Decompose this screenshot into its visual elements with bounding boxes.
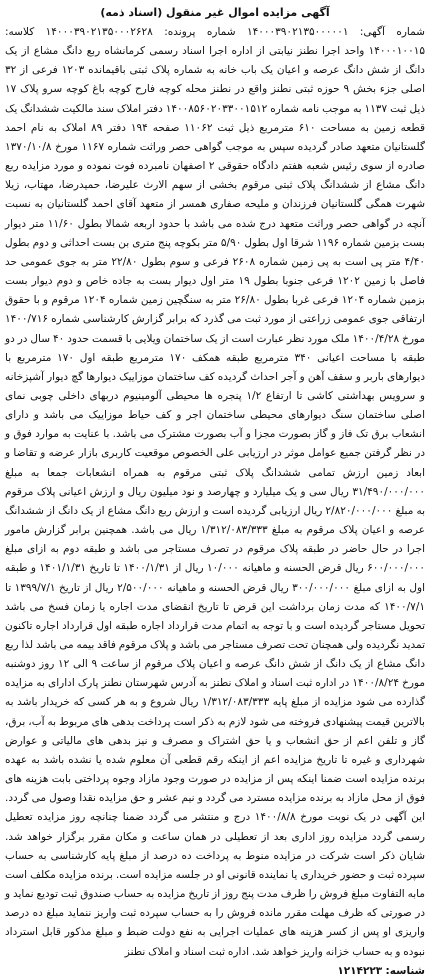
notice-title: آگهی مزایده اموال غیر منقول (اسناد ذمه) [100, 6, 330, 19]
footer-id-label: شناسه: [385, 964, 425, 977]
notice-body: شماره آگهی: ۱۴۰۰۰۳۹۰۲۱۳۵۰۰۰۰۰۱ شماره پرونده: ۱۴۰۰۰۳۹۰۲۱۳۵۰۰۰۲۶۲۸ کلاسه: ۱۴۰۰۰۱۰۰۱۵ واحد اجرا نطنز نیابتی از اداره اجرا اسناد رسمی کرمانشاه ربع دانگ مشاع از یک دانگ از شش دانگ عرصه و اعیان یک باب خانه به شماره پلاک ثبتی باقیمانده ۱۲۰۳ فرعی از ۳۲ اصلی جزء بخش ۹ حوزه ثبتی نطنز واقع در نطنز محله کوچه فارح کوچه باغ کوچه سرو پلاک ۱۷ ذیل ثبت ۱۱۳۷ به موجب نامه شماره ۱۴۰۰۸۵۶۰۲۰۳۳۰۰۱۵۱۲ دفتر املاک سند مالکیت ششدانگ یک قطعه زمین به مساحت ۶۱۰ مترمربع ذیل ثبت ۱۱۰۶۲ صفحه ۱۹۴ دفتر ۸۹ املاک به نام احمد گلستانیان متعهد صادر گردیده سپس به موجب گواهی حصر وراثت شماره ۱۱۶۷ مورخ ۱۳۷۰/۱۰/۸ صادره از سوی رئیس شعبه هفتم دادگاه حقوقی ۲ اصفهان نامبرده فوت نموده و مورد مزایده ربع دانگ مشاع از ششدانگ پلاک ثبتی مرقوم بخشی از سهم الارث علیرضا، حمیدرضا، مهتاب، زیلا شهرت همگی گلستانیان فرزندان و ملیحه صفاری همسر از متعهد آقای احمد گلستانیان به نسبت آنچه در گواهی حصر وراثت متعهد درج شده می باشد با حدود اربعه شمالا بطول ۱۱/۶۰ متر دیوار بست بزمین شماره ۱۱۹۶ شرقا اول بطول ۵/۹۰ متر بکوچه پنج متری بن بست احداثی و دوم بطول ۴/۴۰ متر پی است به پی زمین شماره ۲۶۰۸ فرعی و سوم بطول ۲۲/۸۰ متر به جوی عمومی حد فاصل با زمین ۱۲۰۲ فرعی جنوبا بطول ۱۹ متر اول دیوار بست به جاده خاص و دوم دیوار بست بزمین شماره ۱۲۰۴ فرعی غربا بطول ۲۶/۸۰ متر به سنگچین زمین شماره ۱۲۰۴ مرقوم و با حقوق ارتفاقی جوی عمومی زراعتی از مورد ثبت می گذرد که برابر گزارش کارشناسی شماره ۱۴۰۰/۷۱۶ مورخ ۱۴۰۰/۴/۲۸ ملک مورد نظر عبارت است از یک ساختمان ویلایی با قسمت حدود ۴۰ سال در دو طبقه با مساحت اعیانی ۳۴۰ مترمربع طبقه همکف ۱۷۰ مترمربع طبقه اول ۱۷۰ مترمربع با دیوارهای باربر و سقف آهن و آجر احداث گردیده کف ساختمان موزاییک دیوارها گچ دیوار آشپزخانه و سرویس بهداشتی کاشی تا ارتفاع ۱/۲ پنجره ها محیطی آلومینیوم دربهای داخلی چوبی نمای اصلی ساختمان سنگ دیوارهای محیطی ساختمان اجر و کف حیاط موزاییک می باشد و دارای انشعاب برق تک فاز و گاز بصورت مجزا و آب بصورت مشترک می باشد. با عنایت به موارد فوق و در نظر گرفتن جمیع عوامل موثر در ارزیابی علی الخصوص موقعیت کاربری بازار عرضه و تقاضا و ابعاد زمین ارزش تمامی ششدانگ پلاک ثبتی مرقوم به همراه انشعابات جمعا به مبلغ ۳۱/۴۹۰/۰۰۰/۰۰۰ ریال سی و یک میلیارد و چهارصد و نود میلیون ریال و ارزش اعیانی پلاک مرقوم به مبلغ ۲/۸۲۰/۰۰۰/۰۰۰ ریال ارزیابی گردیده است و ارزش ربع دانگ مشاع از یک دانگ از ششدانگ عرصه و اعیان پلاک مرقوم به مبلغ ۱/۳۱۲/۰۸۳/۳۳۳ ریال می باشد. همچنین برابر گزارش مامور اجرا در حال حاضر در طبقه پلاک مرقوم در تصرف مستاجر می باشد و طبقه دوم به ازای مبلغ ۶۰۰/۰۰۰/۰۰۰ ریال قرض الحسنه و ماهیانه ۱۰/۰۰۰ ریال از ۱۴۰۰/۱/۳۱ تا تاریخ ۱۴۰۱/۱/۳۱ و طبقه اول به ازای مبلغ ۳۰۰/۰۰۰/۰۰۰ ریال قرض الحسنه و ماهیانه ۲/۵۰۰/۰۰۰ ریال از تاریخ ۱۳۹۹/۷/۱ تا ۱۴۰۰/۷/۱ که مدت زمان برداشت این قرض تا تاریخ انقضای مدت اجاره یا زمان فسخ می باشد تحویل مستاجر گردیده است و با توجه به اتمام مدت قرارداد اجاره طبقه اول قرارداد اجاره تاکنون تمدید نگردیده ولی همچنان تحت تصرف مستاجر می باشد و پلاک مرقوم فاقد بیمه می باشد لذا ربع دانگ مشاع از یک دانگ از شش دانگ عرصه و اعیان پلاک مرقوم از ساعت ۹ الی ۱۲ روز دوشنبه مورخ ۱۴۰۰/۸/۲۴ در اداره ثبت اسناد و املاک نطنز به آدرس شهرستان نطنز پارک ادارای به مزایده گذارده می شود مزایده از مبلغ پایه ۱/۳۱۲/۰۸۳/۳۳۳ ریال شروع و به هر کسی که خریدار باشد به بالاترین قیمت پیشنهادی فروخته می شود لازم به ذکر است پرداخت بدهی های مربوط به آب، برق، گاز و تلفن اعم از حق انشعاب و یا حق اشتراک و مصرف و نیز بدهی های مالیاتی و عوارض شهرداری و غیره تا تاریخ مزایده اعم از اینکه رقم قطعی آن معلوم شده یا نشده باشد به عهده برنده مزایده است ضمنا اینکه پس از مزایده در صورت وجود مازاد وجوه پرداختی بابت هزینه های فوق از محل مازاد به برنده مزایده مسترد می گردد و نیم عشر و حق مزایده نقدا وصول می گردد. این آگهی در یک نوبت مورخ ۱۴۰۰/۸/۸ درج و منتشر می گردد ضمنا چنانچه روز مزایده تعطیل رسمی گردد مزایده روز اداری بعد از تعطیلی در همان ساعت و مکان مقرر برگزار خواهد شد. شایان ذکر است شرکت در مزایده منوط به پرداخت ده درصد از مبلغ پایه کارشناسی به حساب سپرده ثبت و حضور خریداری یا نماینده قانونی او در جلسه مزایده است. برنده مزایده مکلف است مابه التفاوت مبلغ فروش را ظرف مدت پنج روز از تاریخ مزایده به حساب صندوق ثبت تودیع نماید و در صورتی که ظرف مهلت مقرر مانده فروش را به حساب سپرده ثبت واریز ننماید مبلغ ده درصد واریزی او پس از کسر هزینه های عملیات اجرایی به نفع دولت ضبط و مبلغ مذکور قابل استرداد نبوده و به حساب خزانه واریز خواهد شد. اداره ثبت اسناد و املاک نطنز [5, 26, 426, 958]
notice-footer [5, 962, 425, 980]
footer-id-value: ۱۲۱۴۲۲۳ [337, 964, 383, 977]
